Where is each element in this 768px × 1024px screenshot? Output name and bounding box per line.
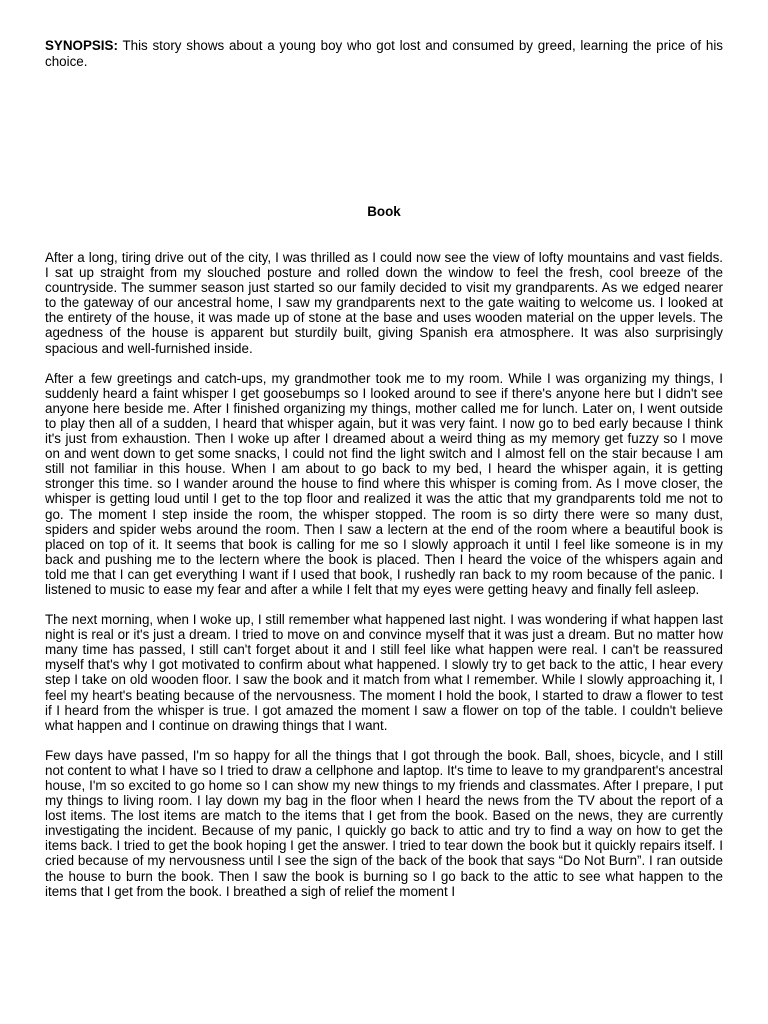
story-body	[45, 250, 723, 914]
paragraph-4: Few days have passed, I'm so happy for all the things that I got through the book. Ball, shoes, bicycle, and I still not content to what I have so I tried to draw a cellphone and laptop. It's time to leave to my grandparent's ancestral house, I'm so excited to go home so I can show my new things to my friends and classmates. After I prepare, I put my things to living room. I lay down my bag in the floor when I heard the news from the TV about the report of a lost items. The lost items are match to the items that I get from the book. Based on the news, they are currently investigating the incident. Because of my panic, I quickly go back to attic and try to find a way on how to get the items back. I tried to get the book hoping I get the answer. I tried to tear down the book but it quickly repairs itself. I cried because of my nervousness until I see the sign of the back of the book that says “Do Not Burn”. I ran outside the house to burn the book. Then I saw the book is burning so I go back to the attic to see what happen to the items that I get from the book. I breathed a sigh of relief the moment I	[45, 747, 724, 899]
synopsis-label: SYNOPSIS:	[45, 38, 118, 53]
paragraph-2: After a few greetings and catch-ups, my grandmother took me to my room. While I was organizing my things, I suddenly heard a faint whisper I get goosebumps so I looked around to see if there's anyone here but I didn't see anyone here beside me. After I finished organizing my things, mother called me for lunch. Later on, I went outside to play then all of a sudden, I heard that whisper again, but it was very faint. I now go to bed early because I think it's just from exhaustion. Then I woke up after I dreamed about a weird thing as my memory get fuzzy so I move on and went down to get some snacks, I could not find the light switch and I almost fell on the stair because I am still not familiar in this house. When I am about to go back to my bed, I heard the whisper again, it is getting stronger this time. so I wander around the house to find where this whisper is coming from. As I move closer, the whisper is getting loud until I get to the top floor and realized it was the attic that my grandparents told me not to go. The moment I step inside the room, the whisper stopped. The room is so dirty there were so many dust, spiders and spider webs around the room. Then I saw a lectern at the end of the room where a beautiful book is placed on top of it. It seems that book is calling for me so I slowly approach it until I feel like someone is in my back and pushing me to the lectern where the book is placed. Then I heard the voice of the whispers again and told me that I can get everything I want if I used that book, I rushedly ran back to my room because of the panic. I listened to music to ease my fear and after a while I felt that my eyes were getting heavy and finally fell asleep.	[45, 370, 723, 597]
story-title: Book	[367, 204, 401, 219]
paragraph-3: The next morning, when I woke up, I still remember what happened last night. I was wondering if what happen last night is real or it's just a dream. I tried to move on and convince myself that it was just a dream. But no matter how many time has passed, I still can't forget about it and I still feel like what happen were real. I can't be reassured myself that's why I got motivated to confirm about what happened. I slowly try to get back to the attic, I hear every step I take on old wooden floor. I saw the book and it match from what I remember. While I slowly approaching it, I feel my heart's beating because of the nervousness. The moment I hold the book, I started to draw a flower to test if I heard from the whisper is true. I got amazed the moment I saw a flower on top of the table. I couldn't believe what happen and I continue on drawing things that I want.	[45, 612, 723, 733]
paragraph-1: After a long, tiring drive out of the city, I was thrilled as I could now see the view of lofty mountains and vast fields. I sat up straight from my slouched posture and rolled down the window to feel the fresh, cool breeze of the countryside. The summer season just started so our family decided to visit my grandparents. As we edged nearer to the gateway of our ancestral home, I saw my grandparents next to the gate waiting to welcome us. I looked at the entirety of the house, it was made up of stone at the base and uses wooden material on the upper levels. The agedness of the house is apparent but sturdily built, giving Spanish era atmosphere. It was also surprisingly spacious and well-furnished inside.	[45, 250, 723, 356]
synopsis	[45, 38, 723, 69]
synopsis-text: This story shows about a young boy who got lost and consumed by greed, learning the price of his choice.	[45, 38, 723, 69]
